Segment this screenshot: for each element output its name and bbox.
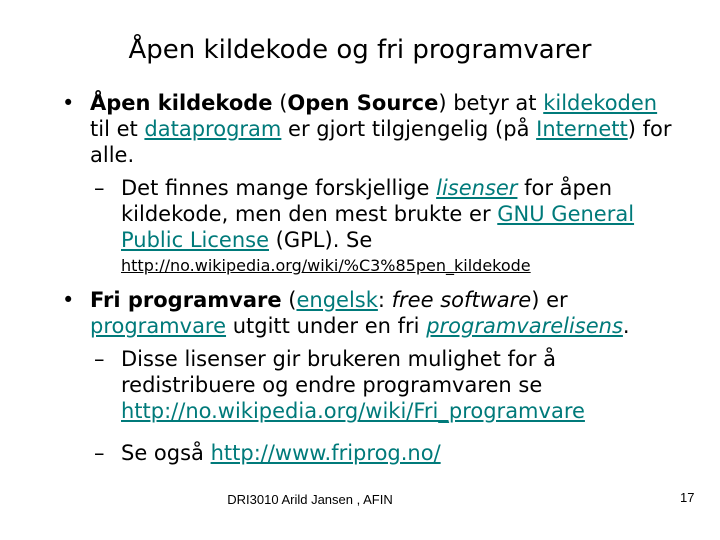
term-open-source-en: Open Source xyxy=(287,91,439,115)
sub-bullet-1-marker: – xyxy=(94,176,105,200)
slide-title: Åpen kildekode og fri programvarer xyxy=(128,35,592,65)
page-number: 17 xyxy=(680,490,695,505)
link-programvare[interactable]: programvare xyxy=(90,314,227,338)
sub-bullet-1-text xyxy=(121,175,681,253)
link-dataprogram[interactable]: dataprogram xyxy=(144,117,282,141)
text: utgitt under en fri xyxy=(226,314,427,338)
term-open-source: Åpen kildekode xyxy=(90,91,273,115)
text: Se også xyxy=(121,441,211,465)
text: ) for alle. xyxy=(90,117,672,167)
term-fri-programvare: Fri programvare xyxy=(90,288,282,312)
link-lisenser[interactable]: lisenser xyxy=(436,176,518,200)
text: : xyxy=(377,288,392,312)
bullet-1-marker: • xyxy=(62,91,75,115)
bullet-2-text xyxy=(90,287,690,339)
text: Disse lisenser gir brukeren mulighet for å redistribuere og endre programvaren se xyxy=(121,347,556,397)
text: ( xyxy=(272,91,288,115)
link-gnu-gpl[interactable]: GNU General Public License xyxy=(121,202,635,252)
sub-bullet-1-url-line xyxy=(121,256,531,276)
slide-footer: DRI3010 Arild Jansen , AFIN xyxy=(227,492,393,507)
sub-bullet-3-marker: – xyxy=(94,441,105,465)
text: for åpen kildekode, men den mest brukte er xyxy=(121,176,613,226)
link-programvarelisens[interactable]: programvarelisens xyxy=(426,314,623,338)
sub-bullet-2-marker: – xyxy=(94,347,105,371)
text: ( xyxy=(281,288,297,312)
sub-bullet-3-text xyxy=(121,440,681,466)
text: er gjort tilgjengelig (på xyxy=(281,117,537,141)
sub-bullet-2-text xyxy=(121,346,666,424)
link-wikipedia-apen-kildekode[interactable]: http://no.wikipedia.org/wiki/%C3%85pen_kildekode xyxy=(121,256,531,275)
text: (GPL). Se xyxy=(269,228,373,252)
link-kildekoden[interactable]: kildekoden xyxy=(543,91,658,115)
bullet-2-marker: • xyxy=(62,288,75,312)
text: ) betyr at xyxy=(438,91,544,115)
link-wikipedia-fri-programvare[interactable]: http://no.wikipedia.org/wiki/Fri_programvare xyxy=(121,399,585,423)
text: . xyxy=(622,314,630,338)
term-free-software: free software xyxy=(391,288,532,312)
bullet-1-text xyxy=(90,90,680,168)
text: til et xyxy=(90,117,145,141)
link-internett[interactable]: Internett xyxy=(536,117,628,141)
text: Det finnes mange forskjellige xyxy=(121,176,437,200)
text: ) er xyxy=(531,288,568,312)
link-friprog[interactable]: http://www.friprog.no/ xyxy=(210,441,441,465)
link-engelsk[interactable]: engelsk xyxy=(296,288,378,312)
